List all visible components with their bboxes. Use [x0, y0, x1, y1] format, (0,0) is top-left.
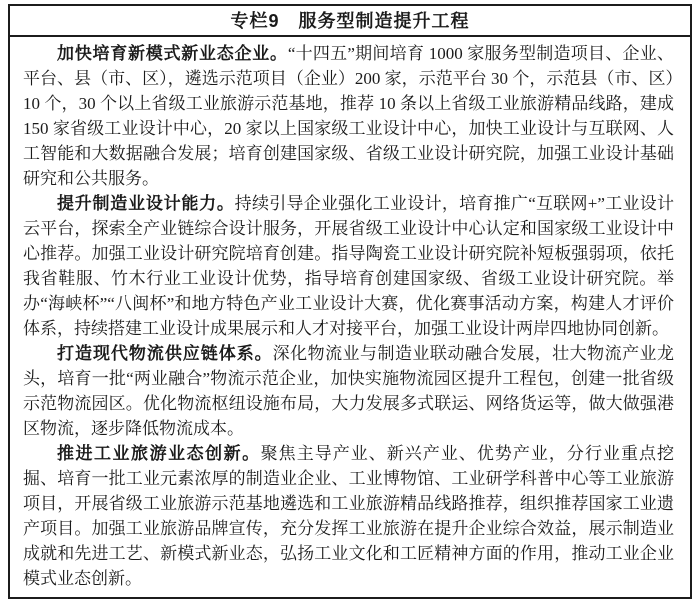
paragraph-lead: 打造现代物流供应链体系。: [57, 344, 273, 363]
paragraph: [23, 41, 674, 191]
paragraph-lead: 推进工业旅游业态创新。: [57, 444, 261, 463]
column-body: [10, 37, 690, 597]
column-box: [8, 4, 692, 599]
column-title: 专栏9 服务型制造提升工程: [10, 6, 690, 37]
paragraph-lead: 提升制造业设计能力。: [57, 194, 235, 213]
paragraph-text: 深化物流业与制造业联动融合发展，壮大物流产业龙头，培育一批“两业融合”物流示范企业，加快实施物流园区提升工程包，创建一批省级示范物流园区。优化物流枢纽设施布局，大力发展多式联运、网络货运等，做大做强港区物流，逐步降低物流成本。: [23, 344, 675, 438]
paragraph-lead: 加快培育新模式新业态企业。: [57, 44, 288, 63]
paragraph: [23, 341, 674, 441]
paragraph-text: 持续引导企业强化工业设计，培育推广“互联网+”工业设计云平台，探索全产业链综合设计服务，开展省级工业设计中心认定和国家级工业设计中心推荐。加强工业设计研究院培育创建。指导陶瓷工业设计研究院补短板强弱项，依托我省鞋服、竹木行业工业设计优势，指导培育创建国家级、省级工业设计研究院。举办“海峡杯”“八闽杯”和地方特色产业工业设计大赛，优化赛事活动方案，构建人才评价体系，持续搭建工业设计成果展示和人才对接平台，加强工业设计两岸四地协同创新。: [23, 194, 675, 338]
paragraph: [23, 191, 674, 341]
paragraph-text: “十四五”期间培育 1000 家服务型制造项目、企业、平台、县（市、区），遴选示范项目（企业）200 家，示范平台 30 个，示范县（市、区）10 个，30 个以上省级工业旅游示范基地，推荐 10 条以上省级工业旅游精品线路，建成 150 家省级工业设计中心，20 家以上国家级工业设计中心，加快工业设计与互联网、人工智能和大数据融合发展；培育创建国家级、省级工业设计研究院，加强工业设计基础研究和公共服务。: [23, 44, 675, 188]
paragraph-text: 聚焦主导产业、新兴产业、优势产业，分行业重点挖掘、培育一批工业元素浓厚的制造业企业、工业博物馆、工业研学科普中心等工业旅游项目，开展省级工业旅游示范基地遴选和工业旅游精品线路推荐，组织推荐国家工业遗产项目。加强工业旅游品牌宣传，充分发挥工业旅游在提升企业综合效益，展示制造业成就和先进工艺、新模式新业态，弘扬工业文化和工匠精神方面的作用，推动工业企业模式业态创新。: [23, 444, 675, 588]
